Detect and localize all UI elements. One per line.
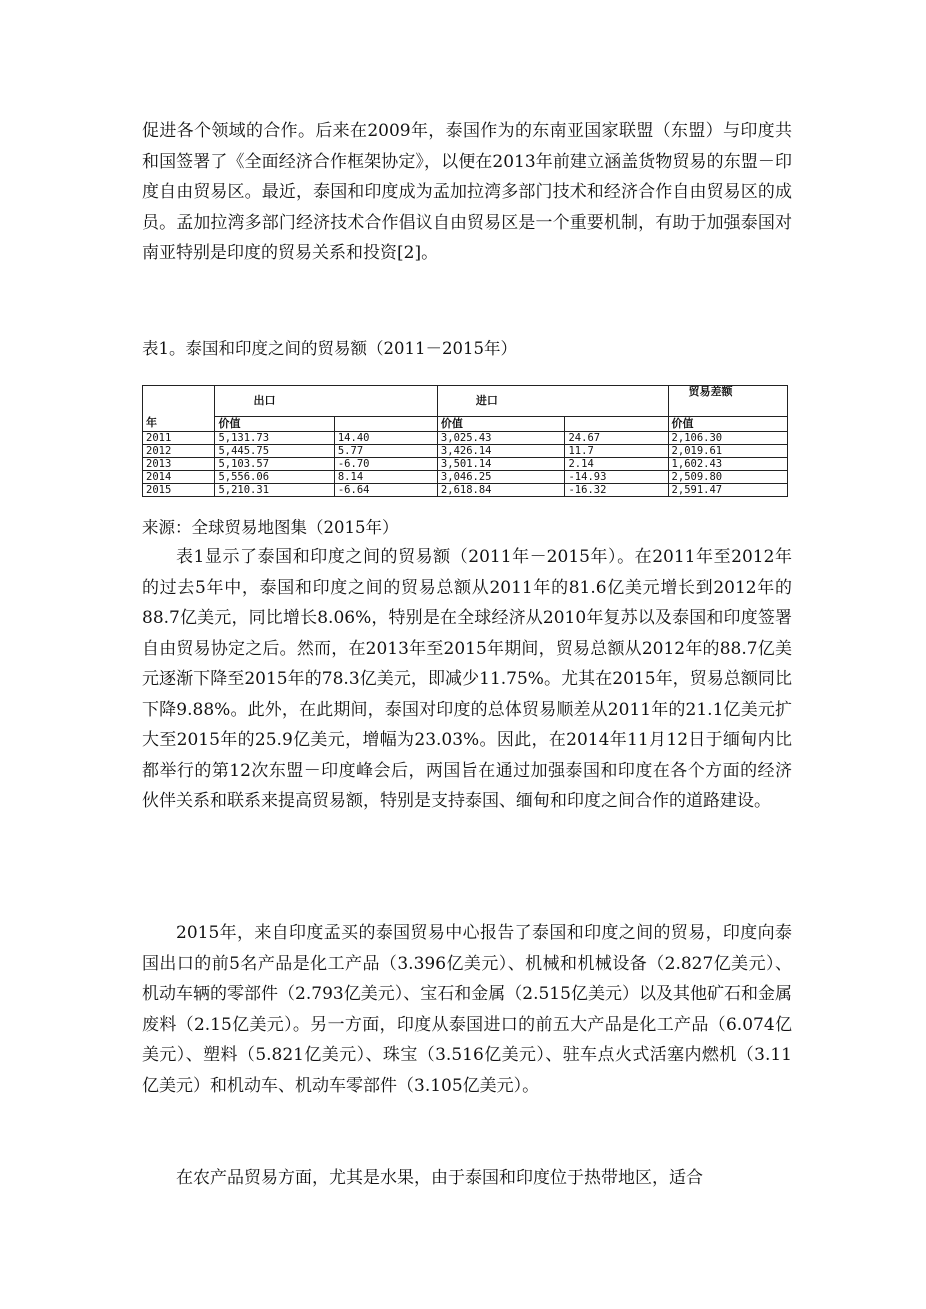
cell-export-growth: -6.64 — [334, 484, 437, 497]
cell-import-growth: -14.93 — [565, 471, 668, 484]
table-row — [143, 432, 788, 445]
table-row — [143, 445, 788, 458]
header-import — [437, 386, 668, 417]
cell-import-growth: 11.7 — [565, 445, 668, 458]
cell-import-value: 3,046.25 — [437, 471, 565, 484]
cell-balance: 2,591.47 — [668, 484, 787, 497]
cell-year: 2013 — [143, 458, 215, 471]
header-export-growth — [334, 417, 437, 432]
cell-import-value: 2,618.84 — [437, 484, 565, 497]
header-year: 年 — [143, 386, 215, 432]
table-row — [143, 484, 788, 497]
table-caption: 表1。泰国和印度之间的贸易额（2011－2015年） — [142, 339, 517, 358]
cell-export-growth: 8.14 — [334, 471, 437, 484]
paragraph-trade-volume: 表1显示了泰国和印度之间的贸易额（2011年－2015年）。在2011年至2012年的过去5年中，泰国和印度之间的贸易总额从2011年的81.6亿美元增长到2012年的88.7亿美元，同比增长8.06%，特别是在全球经济从2010年复苏以及泰国和印度签署自由贸易协定之后。然而，在2013年至2015年期间，贸易总额从2012年的88.7亿美元逐渐下降至2015年的78.3亿美元，即减少11.75%。尤其在2015年，贸易总额同比下降9.88%。此外，在此期间，泰国对印度的总体贸易顺差从2011年的21.1亿美元扩大至2015年的25.9亿美元，增幅为23.03%。因此，在2014年11月12日于缅甸内比都举行的第12次东盟－印度峰会后，两国旨在通过加强泰国和印度在各个方面的经济伙伴关系和联系来提高贸易额，特别是支持泰国、缅甸和印度之间合作的道路建设。 — [142, 547, 792, 811]
cell-export-value: 5,210.31 — [215, 484, 334, 497]
cell-export-growth: -6.70 — [334, 458, 437, 471]
header-balance-value: 价值 — [668, 417, 787, 432]
cell-balance: 2,019.61 — [668, 445, 787, 458]
cell-balance: 1,602.43 — [668, 458, 787, 471]
header-export — [215, 386, 437, 417]
table-row — [143, 471, 788, 484]
cell-export-growth: 5.77 — [334, 445, 437, 458]
table-row — [143, 458, 788, 471]
cell-import-growth: 2.14 — [565, 458, 668, 471]
cell-year: 2011 — [143, 432, 215, 445]
cell-balance: 2,106.30 — [668, 432, 787, 445]
header-balance-label: 贸易差额 — [688, 385, 733, 398]
cell-export-growth: 14.40 — [334, 432, 437, 445]
header-export-value: 价值 — [215, 417, 334, 432]
trade-table — [142, 385, 788, 497]
cell-import-value: 3,501.14 — [437, 458, 565, 471]
header-export-label: 出口 — [253, 394, 276, 407]
cell-import-growth: -16.32 — [565, 484, 668, 497]
cell-year: 2015 — [143, 484, 215, 497]
paragraph-agriculture: 在农产品贸易方面，尤其是水果，由于泰国和印度位于热带地区，适合 — [176, 1168, 703, 1188]
cell-year: 2014 — [143, 471, 215, 484]
cell-export-value: 5,556.06 — [215, 471, 334, 484]
cell-export-value: 5,445.75 — [215, 445, 334, 458]
cell-import-value: 3,025.43 — [437, 432, 565, 445]
cell-import-growth: 24.67 — [565, 432, 668, 445]
cell-year: 2012 — [143, 445, 215, 458]
cell-import-value: 3,426.14 — [437, 445, 565, 458]
cell-export-value: 5,103.57 — [215, 458, 334, 471]
table-source: 来源：全球贸易地图集（2015年） — [142, 518, 399, 537]
paragraph-top-products: 2015年，来自印度孟买的泰国贸易中心报告了泰国和印度之间的贸易，印度向泰国出口的前5名产品是化工产品（3.396亿美元）、机械和机械设备（2.827亿美元）、机动车辆的零部件（2.793亿美元）、宝石和金属（2.515亿美元）以及其他矿石和金属废料（2.15亿美元）。另一方面，印度从泰国进口的前五大产品是化工产品（6.074亿美元）、塑料（5.821亿美元）、珠宝（3.516亿美元）、驻车点火式活塞内燃机（3.11亿美元）和机动车、机动车零部件（3.105亿美元）。 — [142, 923, 792, 1096]
cell-export-value: 5,131.73 — [215, 432, 334, 445]
header-import-label: 进口 — [475, 394, 498, 407]
header-import-value: 价值 — [437, 417, 565, 432]
paragraph-intro: 促进各个领域的合作。后来在2009年，泰国作为的东南亚国家联盟（东盟）与印度共和国签署了《全面经济合作框架协定》，以便在2013年前建立涵盖货物贸易的东盟－印度自由贸易区。最近，泰国和印度成为孟加拉湾多部门技术和经济合作自由贸易区的成员。孟加拉湾多部门经济技术合作倡议自由贸易区是一个重要机制，有助于加强泰国对南亚特别是印度的贸易关系和投资[2]。 — [142, 121, 792, 263]
cell-balance: 2,509.80 — [668, 471, 787, 484]
header-balance — [668, 386, 787, 417]
header-import-growth — [565, 417, 668, 432]
